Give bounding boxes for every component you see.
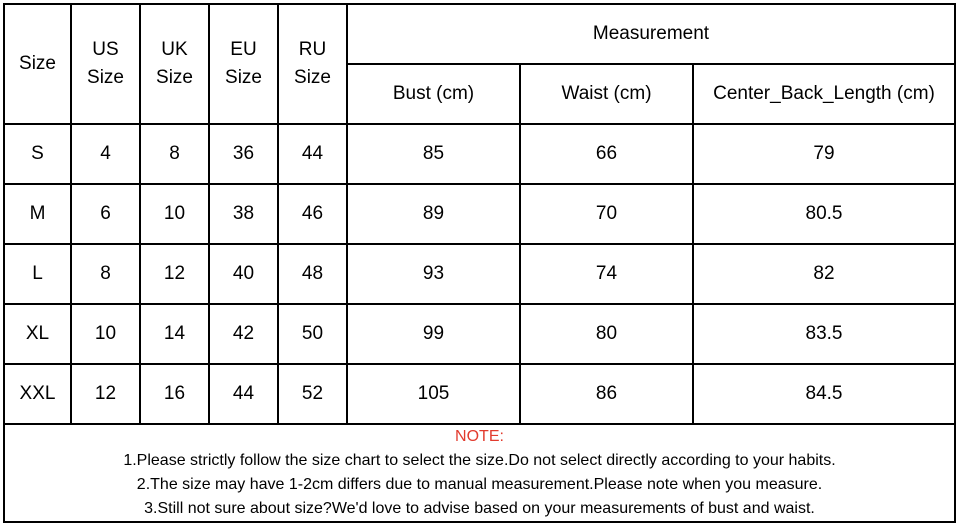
cell-us: 12 — [71, 364, 140, 424]
header-bust: Bust (cm) — [347, 64, 520, 124]
table-row-xxl — [4, 364, 955, 424]
cell-waist: 86 — [520, 364, 693, 424]
header-size: Size — [4, 4, 71, 124]
cell-uk: 14 — [140, 304, 209, 364]
note-line-2: 2.The size may have 1-2cm differs due to manual measurement.Please note when you measure. — [136, 476, 823, 493]
cell-eu: 42 — [209, 304, 278, 364]
cell-length: 83.5 — [693, 304, 955, 364]
table-row-s — [4, 124, 955, 184]
cell-us: 6 — [71, 184, 140, 244]
cell-bust: 93 — [347, 244, 520, 304]
cell-bust: 99 — [347, 304, 520, 364]
cell-uk: 10 — [140, 184, 209, 244]
size-chart-frame — [3, 3, 954, 522]
cell-bust: 85 — [347, 124, 520, 184]
cell-eu: 44 — [209, 364, 278, 424]
cell-length: 80.5 — [693, 184, 955, 244]
header-waist: Waist (cm) — [520, 64, 693, 124]
cell-ru: 50 — [278, 304, 347, 364]
cell-length: 82 — [693, 244, 955, 304]
cell-uk: 8 — [140, 124, 209, 184]
header-uk-size: UK Size — [140, 4, 209, 124]
cell-eu: 36 — [209, 124, 278, 184]
cell-us: 4 — [71, 124, 140, 184]
cell-length: 79 — [693, 124, 955, 184]
table-row-l — [4, 244, 955, 304]
cell-ru: 44 — [278, 124, 347, 184]
cell-ru: 46 — [278, 184, 347, 244]
cell-length: 84.5 — [693, 364, 955, 424]
note-line-3: 3.Still not sure about size?We'd love to advise based on your measurements of bust and waist. — [144, 500, 815, 517]
size-chart-table — [3, 3, 956, 523]
note-row — [4, 424, 955, 522]
cell-eu: 38 — [209, 184, 278, 244]
header-row-top — [4, 4, 955, 64]
cell-bust: 89 — [347, 184, 520, 244]
cell-bust: 105 — [347, 364, 520, 424]
header-measurement: Measurement — [347, 4, 955, 64]
table-row-xl — [4, 304, 955, 364]
cell-uk: 16 — [140, 364, 209, 424]
cell-size: S — [4, 124, 71, 184]
header-center-back-length: Center_Back_Length (cm) — [693, 64, 955, 124]
cell-ru: 52 — [278, 364, 347, 424]
cell-size: XXL — [4, 364, 71, 424]
cell-waist: 80 — [520, 304, 693, 364]
note-cell — [4, 424, 955, 522]
cell-waist: 66 — [520, 124, 693, 184]
cell-size: XL — [4, 304, 71, 364]
cell-size: L — [4, 244, 71, 304]
header-eu-size: EU Size — [209, 4, 278, 124]
cell-size: M — [4, 184, 71, 244]
note-line-1: 1.Please strictly follow the size chart to select the size.Do not select directly according to your habits. — [123, 452, 836, 469]
cell-ru: 48 — [278, 244, 347, 304]
cell-waist: 74 — [520, 244, 693, 304]
cell-waist: 70 — [520, 184, 693, 244]
cell-us: 10 — [71, 304, 140, 364]
cell-us: 8 — [71, 244, 140, 304]
header-ru-size: RU Size — [278, 4, 347, 124]
cell-eu: 40 — [209, 244, 278, 304]
header-us-size: US Size — [71, 4, 140, 124]
note-title: NOTE: — [455, 428, 504, 445]
cell-uk: 12 — [140, 244, 209, 304]
table-row-m — [4, 184, 955, 244]
